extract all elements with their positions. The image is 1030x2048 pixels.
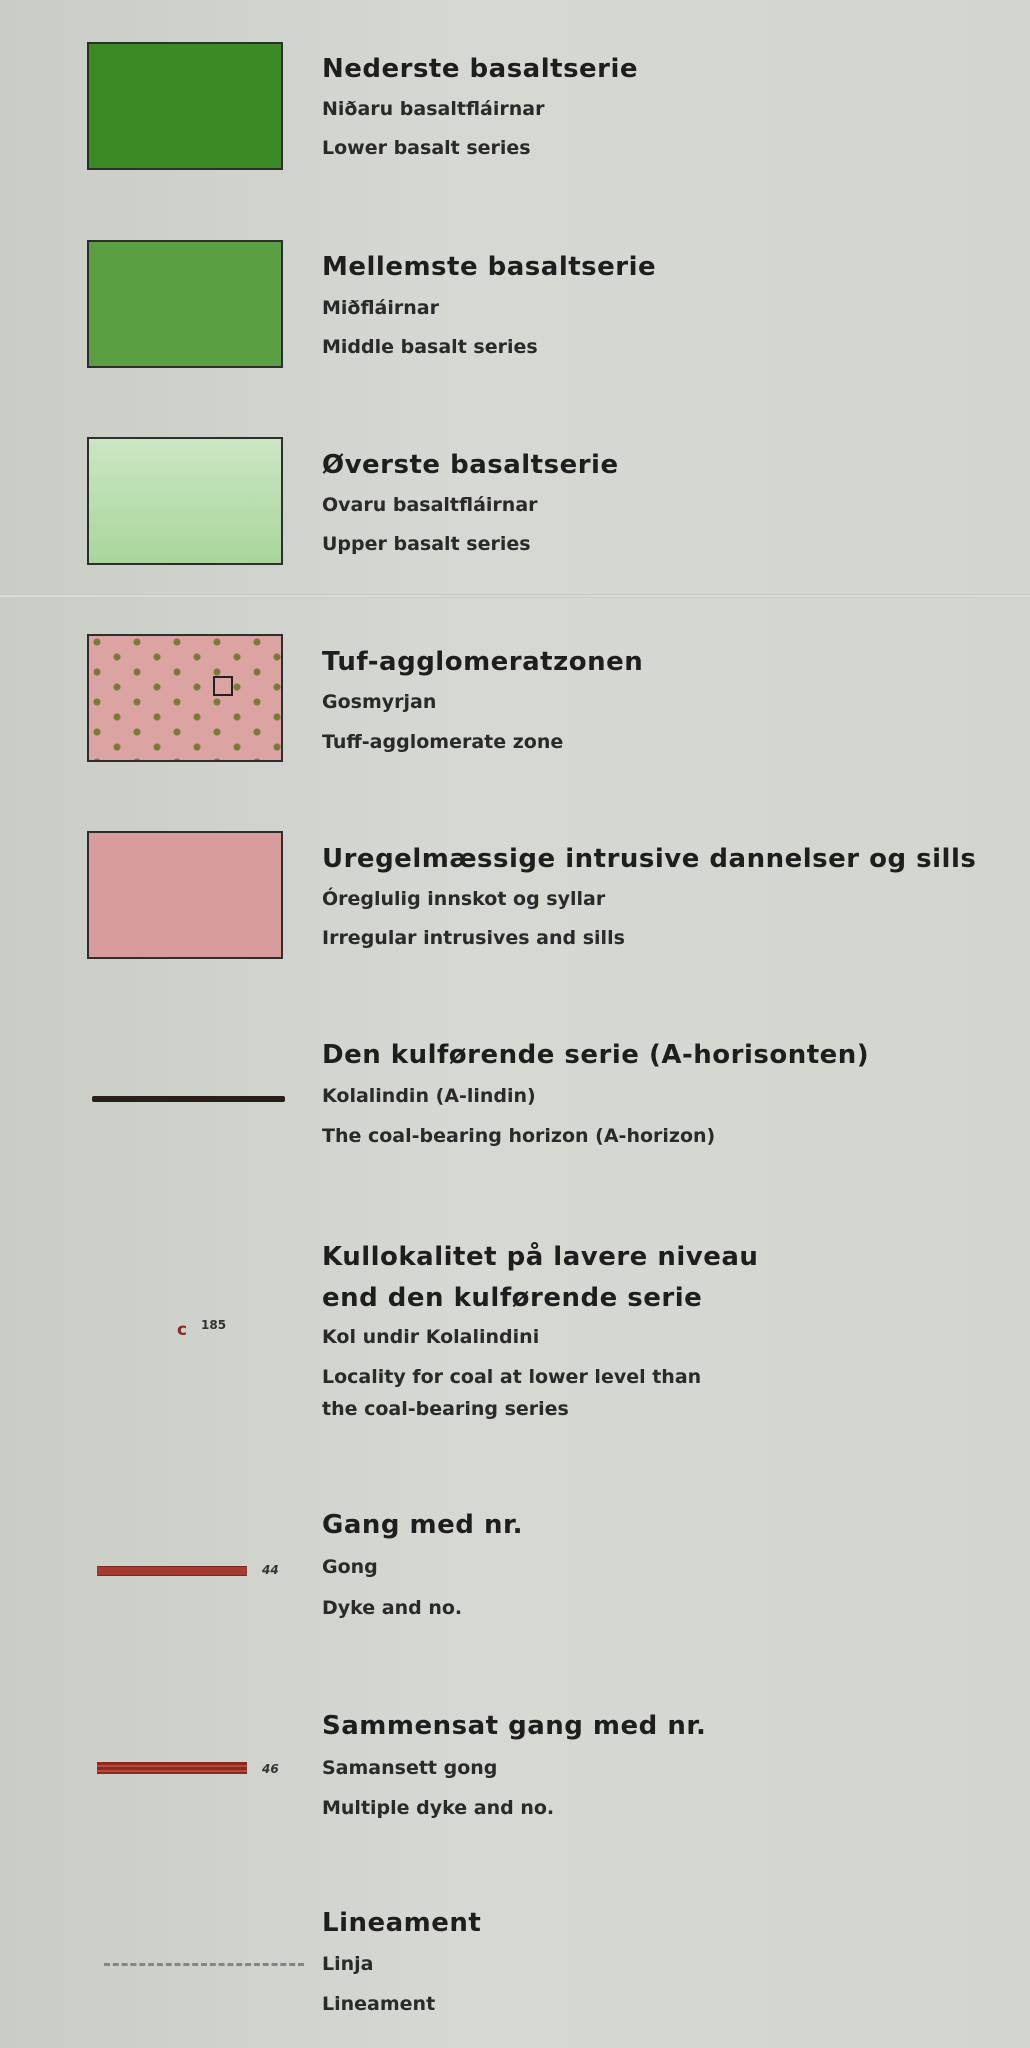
middle-basalt-swatch	[87, 240, 283, 368]
coal-horizon-title: Den kulførende serie (A-horisonten)	[322, 1040, 870, 1070]
multiple-dyke-faroese: Samansett gong	[322, 1757, 498, 1779]
coal-locality-title-line1: Kullokalitet på lavere niveau	[322, 1242, 759, 1272]
tuff-agglomerate-faroese: Gosmyrjan	[322, 691, 437, 713]
coal-locality-english-line1: Locality for coal at lower level than	[322, 1366, 702, 1388]
tuff-agglomerate-title: Tuf-agglomeratzonen	[322, 647, 644, 677]
lower-basalt-faroese: Niðaru basaltfláirnar	[322, 98, 545, 120]
intrusives-swatch	[87, 831, 283, 959]
coal-locality-faroese: Kol undir Kolalindini	[322, 1326, 540, 1348]
dyke-number: 44	[262, 1563, 279, 1577]
upper-basalt-title: Øverste basaltserie	[322, 450, 619, 480]
dyke-faroese: Gong	[322, 1556, 378, 1578]
lineament-dashed-symbol	[104, 1963, 304, 1966]
dyke-english: Dyke and no.	[322, 1597, 463, 1619]
lineament-faroese: Linja	[322, 1953, 374, 1975]
coal-locality-english-line2: the coal-bearing series	[322, 1398, 569, 1420]
coal-horizon-faroese: Kolalindin (A-lindin)	[322, 1085, 536, 1107]
upper-basalt-faroese: Ovaru basaltfláirnar	[322, 494, 538, 516]
tuff-agglomerate-english: Tuff-agglomerate zone	[322, 731, 564, 753]
coal-locality-number: 185	[201, 1318, 227, 1332]
coal-locality-title-line2: end den kulførende serie	[322, 1283, 703, 1313]
dyke-line-symbol	[97, 1566, 247, 1576]
tuff-box-symbol	[213, 676, 233, 696]
dyke-title: Gang med nr.	[322, 1510, 523, 1540]
tuff-agglomerate-swatch	[87, 634, 283, 762]
paper-fold	[0, 594, 1030, 598]
multiple-dyke-title: Sammensat gang med nr.	[322, 1711, 707, 1741]
multiple-dyke-number: 46	[262, 1762, 279, 1776]
lower-basalt-english: Lower basalt series	[322, 137, 531, 159]
middle-basalt-title: Mellemste basaltserie	[322, 252, 657, 282]
coal-horizon-line-symbol	[92, 1096, 285, 1102]
middle-basalt-english: Middle basalt series	[322, 336, 538, 358]
upper-basalt-swatch	[87, 437, 283, 565]
middle-basalt-faroese: Miðfláirnar	[322, 297, 439, 319]
coal-horizon-english: The coal-bearing horizon (A-horizon)	[322, 1125, 716, 1147]
lineament-title: Lineament	[322, 1908, 482, 1938]
coal-locality-letter: c	[177, 1320, 188, 1340]
intrusives-faroese: Óreglulig innskot og syllar	[322, 888, 606, 910]
multiple-dyke-line-symbol	[97, 1762, 247, 1774]
upper-basalt-english: Upper basalt series	[322, 533, 531, 555]
lower-basalt-title: Nederste basaltserie	[322, 54, 639, 84]
intrusives-title: Uregelmæssige intrusive dannelser og sills	[322, 844, 977, 874]
lineament-english: Lineament	[322, 1993, 436, 2015]
intrusives-english: Irregular intrusives and sills	[322, 927, 625, 949]
lower-basalt-swatch	[87, 42, 283, 170]
multiple-dyke-english: Multiple dyke and no.	[322, 1797, 555, 1819]
